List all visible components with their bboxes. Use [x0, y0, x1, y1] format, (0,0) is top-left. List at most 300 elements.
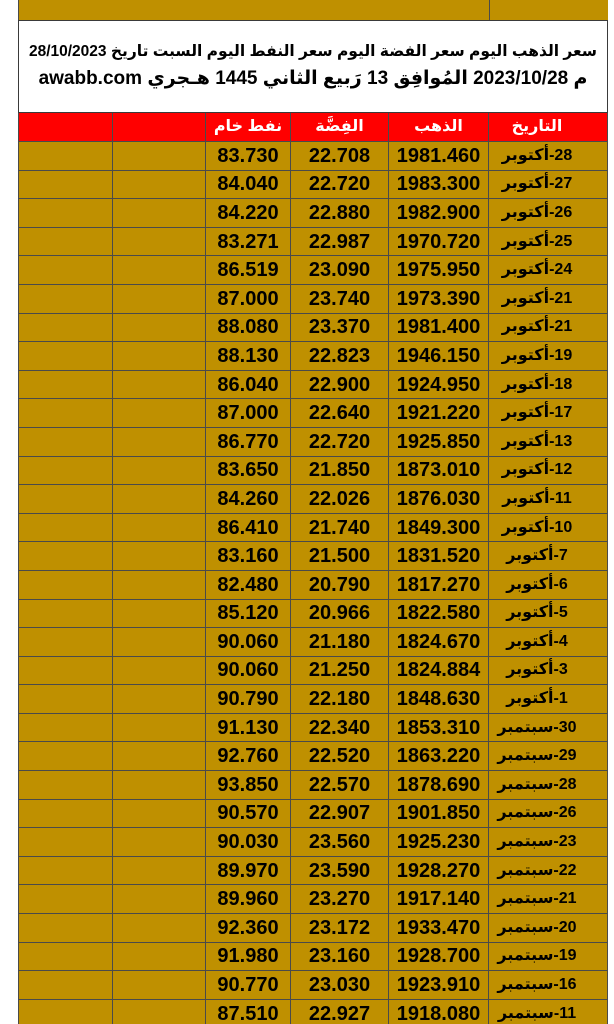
gold-price-cell [389, 542, 489, 571]
date-cell-text: 26-أكتوبر [501, 203, 573, 221]
date-cell [489, 1000, 608, 1024]
empty-cell [113, 971, 206, 1000]
date-cell [489, 885, 608, 914]
gold-price-cell-text: 1981.460 [396, 144, 481, 167]
silver-price-cell-text: 22.720 [308, 173, 371, 196]
empty-cell [18, 485, 113, 514]
date-cell [489, 256, 608, 285]
empty-cell [18, 542, 113, 571]
silver-price-cell-text: 20.790 [308, 573, 371, 596]
gold-price-cell [389, 657, 489, 686]
gold-price-cell-text: 1982.900 [396, 201, 481, 224]
date-cell [489, 171, 608, 200]
empty-cell [18, 171, 113, 200]
empty-cell [113, 943, 206, 972]
silver-price-cell-text: 23.590 [308, 859, 371, 882]
gold-price-cell [389, 285, 489, 314]
table-row [18, 685, 608, 714]
silver-price-cell [291, 514, 389, 543]
date-cell-text: 11-سبتمبر [497, 1004, 577, 1022]
gold-price-cell [389, 371, 489, 400]
silver-price-cell-text: 22.520 [308, 745, 371, 768]
gold-price-cell [389, 342, 489, 371]
column-header-oil [206, 113, 291, 142]
column-header-gold-label: الذهب [414, 118, 463, 135]
table-row [18, 971, 608, 1000]
gold-price-cell [389, 485, 489, 514]
gold-price-cell [389, 714, 489, 743]
header-empty-cell [113, 113, 206, 142]
silver-price-cell-text: 22.026 [308, 487, 371, 510]
table-row [18, 142, 608, 171]
empty-cell [113, 371, 206, 400]
empty-cell [113, 571, 206, 600]
oil-price-cell-text: 87.510 [217, 1002, 279, 1024]
silver-price-cell [291, 800, 389, 829]
table-row [18, 171, 608, 200]
gold-price-cell-text: 1970.720 [396, 230, 481, 253]
date-cell-text: 4-أكتوبر [506, 632, 568, 650]
empty-cell [18, 971, 113, 1000]
oil-price-cell [206, 228, 291, 257]
date-cell-text: 11-أكتوبر [502, 489, 572, 507]
silver-price-cell-text: 23.172 [308, 916, 371, 939]
date-cell-text: 5-أكتوبر [506, 604, 568, 622]
oil-price-cell [206, 342, 291, 371]
table-row [18, 600, 608, 629]
oil-price-cell [206, 628, 291, 657]
silver-price-cell-text: 22.340 [308, 716, 371, 739]
silver-price-cell-text: 21.500 [308, 545, 371, 568]
gold-price-cell [389, 571, 489, 600]
empty-cell [113, 256, 206, 285]
oil-price-cell-text: 86.040 [217, 373, 279, 396]
gold-price-cell-text: 1975.950 [396, 259, 481, 282]
silver-price-cell-text: 22.570 [308, 773, 371, 796]
price-table [18, 113, 608, 1024]
table-row [18, 256, 608, 285]
silver-price-cell [291, 914, 389, 943]
date-cell [489, 600, 608, 629]
table-row [18, 857, 608, 886]
date-cell [489, 199, 608, 228]
silver-price-cell-text: 21.850 [308, 459, 371, 482]
table-row [18, 914, 608, 943]
silver-price-cell-text: 22.640 [308, 402, 371, 425]
oil-price-cell-text: 84.040 [217, 173, 279, 196]
date-cell [489, 828, 608, 857]
date-cell [489, 685, 608, 714]
oil-price-cell [206, 371, 291, 400]
date-cell-text: 30-سبتمبر [497, 718, 577, 736]
title-line-2-text: م 2023/10/28 المُوافِق 13 رَبيع الثاني 1445 هـجري awabb.com [38, 68, 588, 89]
empty-cell [113, 228, 206, 257]
empty-cell [113, 914, 206, 943]
silver-price-cell [291, 943, 389, 972]
gold-price-cell [389, 514, 489, 543]
table-row [18, 199, 608, 228]
date-cell [489, 457, 608, 486]
column-header-silver [291, 113, 389, 142]
silver-price-cell [291, 1000, 389, 1024]
oil-price-cell-text: 90.770 [217, 974, 279, 997]
oil-price-cell [206, 171, 291, 200]
silver-price-cell [291, 428, 389, 457]
gold-price-cell [389, 1000, 489, 1024]
date-cell [489, 571, 608, 600]
oil-price-cell [206, 857, 291, 886]
empty-cell [18, 828, 113, 857]
table-row [18, 943, 608, 972]
silver-price-cell-text: 23.740 [308, 287, 371, 310]
gold-price-cell-text: 1848.630 [396, 688, 481, 711]
oil-price-cell [206, 514, 291, 543]
date-cell-text: 3-أكتوبر [506, 661, 568, 679]
empty-cell [18, 256, 113, 285]
table-row [18, 314, 608, 343]
empty-cell [113, 685, 206, 714]
date-cell [489, 228, 608, 257]
empty-cell [18, 142, 113, 171]
date-cell [489, 714, 608, 743]
oil-price-cell-text: 84.260 [217, 487, 279, 510]
gold-price-cell [389, 857, 489, 886]
silver-price-cell [291, 685, 389, 714]
table-row [18, 885, 608, 914]
column-header-date-label: التاريخ [511, 118, 563, 135]
gold-price-cell-text: 1983.300 [396, 173, 481, 196]
table-header-row [18, 113, 608, 142]
top-strip-row [18, 0, 608, 20]
header-empty-cell [18, 113, 113, 142]
table-row [18, 1000, 608, 1024]
silver-price-cell [291, 256, 389, 285]
empty-cell [18, 285, 113, 314]
gold-price-cell [389, 199, 489, 228]
silver-price-cell [291, 228, 389, 257]
gold-price-cell [389, 885, 489, 914]
oil-price-cell-text: 90.030 [217, 831, 279, 854]
empty-cell [113, 399, 206, 428]
column-header-oil-label: نفط خام [213, 118, 283, 135]
silver-price-cell [291, 199, 389, 228]
date-cell-text: 23-سبتمبر [497, 833, 577, 851]
gold-price-cell [389, 742, 489, 771]
silver-price-cell [291, 457, 389, 486]
date-cell [489, 914, 608, 943]
date-cell-text: 1-أكتوبر [506, 690, 568, 708]
table-row [18, 399, 608, 428]
date-cell-text: 21-سبتمبر [497, 890, 577, 908]
oil-price-cell-text: 93.850 [217, 773, 279, 796]
date-cell [489, 314, 608, 343]
date-cell [489, 971, 608, 1000]
oil-price-cell [206, 399, 291, 428]
table-row [18, 771, 608, 800]
silver-price-cell-text: 22.900 [308, 373, 371, 396]
table-row [18, 485, 608, 514]
oil-price-cell-text: 89.960 [217, 888, 279, 911]
oil-price-cell-text: 82.480 [217, 573, 279, 596]
silver-price-cell-text: 21.250 [308, 659, 371, 682]
table-row [18, 457, 608, 486]
title-line-1-text: سعر الذهب اليوم سعر الفضة اليوم سعر النفط اليوم السبت تاريخ 28/10/2023 [28, 43, 598, 60]
silver-price-cell-text: 22.708 [308, 144, 371, 167]
gold-price-cell-text: 1831.520 [396, 545, 481, 568]
table-row [18, 342, 608, 371]
empty-cell [18, 857, 113, 886]
date-cell-text: 18-أكتوبر [501, 375, 573, 393]
gold-price-cell [389, 685, 489, 714]
date-cell-text: 6-أكتوبر [506, 575, 568, 593]
silver-price-cell-text: 23.090 [308, 259, 371, 282]
silver-price-cell-text: 23.370 [308, 316, 371, 339]
empty-cell [113, 342, 206, 371]
empty-cell [18, 314, 113, 343]
empty-cell [113, 542, 206, 571]
silver-price-cell [291, 828, 389, 857]
oil-price-cell-text: 90.570 [217, 802, 279, 825]
gold-price-cell [389, 457, 489, 486]
silver-price-cell-text: 22.823 [308, 344, 371, 367]
empty-cell [18, 514, 113, 543]
empty-cell [113, 600, 206, 629]
empty-cell [113, 657, 206, 686]
date-cell [489, 485, 608, 514]
date-cell [489, 657, 608, 686]
empty-cell [113, 485, 206, 514]
oil-price-cell [206, 885, 291, 914]
gold-price-cell-text: 1918.080 [396, 1002, 481, 1024]
oil-price-cell-text: 86.770 [217, 430, 279, 453]
empty-cell [18, 657, 113, 686]
silver-price-cell [291, 714, 389, 743]
oil-price-cell [206, 256, 291, 285]
silver-price-cell-text: 23.560 [308, 831, 371, 854]
oil-price-cell [206, 800, 291, 829]
date-cell-text: 28-أكتوبر [501, 146, 573, 164]
gold-price-cell-text: 1878.690 [396, 773, 481, 796]
gold-price-cell-text: 1981.400 [396, 316, 481, 339]
gold-price-cell [389, 828, 489, 857]
silver-price-cell-text: 22.927 [308, 1002, 371, 1024]
date-cell-text: 24-أكتوبر [501, 261, 573, 279]
table-row [18, 714, 608, 743]
oil-price-cell [206, 199, 291, 228]
date-cell-text: 29-سبتمبر [497, 747, 577, 765]
oil-price-cell-text: 84.220 [217, 201, 279, 224]
oil-price-cell [206, 314, 291, 343]
oil-price-cell [206, 457, 291, 486]
oil-price-cell-text: 90.060 [217, 630, 279, 653]
date-cell [489, 342, 608, 371]
empty-cell [18, 685, 113, 714]
silver-price-cell [291, 857, 389, 886]
empty-cell [18, 800, 113, 829]
oil-price-cell-text: 89.970 [217, 859, 279, 882]
empty-cell [113, 857, 206, 886]
empty-cell [18, 371, 113, 400]
silver-price-cell [291, 600, 389, 629]
oil-price-cell-text: 83.160 [217, 545, 279, 568]
oil-price-cell-text: 86.519 [217, 259, 279, 282]
gold-price-cell [389, 971, 489, 1000]
oil-price-cell-text: 92.360 [217, 916, 279, 939]
gold-price-cell [389, 142, 489, 171]
silver-price-cell [291, 571, 389, 600]
empty-cell [113, 285, 206, 314]
gold-price-cell [389, 171, 489, 200]
oil-price-cell-text: 88.130 [217, 344, 279, 367]
empty-cell [113, 514, 206, 543]
gold-price-cell [389, 256, 489, 285]
table-row [18, 742, 608, 771]
table-row [18, 428, 608, 457]
silver-price-cell [291, 971, 389, 1000]
empty-cell [18, 199, 113, 228]
empty-cell [18, 600, 113, 629]
empty-cell [18, 943, 113, 972]
silver-price-cell-text: 23.270 [308, 888, 371, 911]
oil-price-cell-text: 87.000 [217, 402, 279, 425]
gold-price-cell-text: 1853.310 [396, 716, 481, 739]
table-row [18, 542, 608, 571]
gold-price-cell-text: 1876.030 [396, 487, 481, 510]
gold-price-cell-text: 1863.220 [396, 745, 481, 768]
column-header-date [489, 113, 608, 142]
date-cell-text: 21-أكتوبر [501, 289, 573, 307]
title-box [18, 20, 608, 113]
silver-price-cell [291, 342, 389, 371]
date-cell-text: 7-أكتوبر [506, 547, 568, 565]
silver-price-cell [291, 771, 389, 800]
date-cell-text: 17-أكتوبر [501, 404, 573, 422]
date-cell-text: 28-سبتمبر [497, 775, 577, 793]
date-cell-text: 20-سبتمبر [497, 918, 577, 936]
gold-price-cell-text: 1923.910 [396, 974, 481, 997]
date-cell-text: 19-أكتوبر [501, 346, 573, 364]
empty-cell [18, 885, 113, 914]
date-cell [489, 371, 608, 400]
date-cell [489, 800, 608, 829]
date-cell-text: 21-أكتوبر [501, 318, 573, 336]
silver-price-cell-text: 22.907 [308, 802, 371, 825]
gold-price-cell [389, 771, 489, 800]
empty-cell [113, 800, 206, 829]
date-cell-text: 25-أكتوبر [501, 232, 573, 250]
table-row [18, 828, 608, 857]
oil-price-cell [206, 428, 291, 457]
empty-cell [113, 714, 206, 743]
table-row [18, 628, 608, 657]
silver-price-cell [291, 371, 389, 400]
silver-price-cell [291, 485, 389, 514]
oil-price-cell [206, 1000, 291, 1024]
date-cell-text: 16-سبتمبر [497, 976, 577, 994]
table-row [18, 228, 608, 257]
silver-price-cell [291, 171, 389, 200]
silver-price-cell-text: 22.720 [308, 430, 371, 453]
gold-price-cell-text: 1921.220 [396, 402, 481, 425]
oil-price-cell-text: 90.060 [217, 659, 279, 682]
date-cell [489, 285, 608, 314]
oil-price-cell [206, 285, 291, 314]
oil-price-cell-text: 87.000 [217, 287, 279, 310]
gold-price-cell-text: 1928.270 [396, 859, 481, 882]
silver-price-cell-text: 23.030 [308, 974, 371, 997]
silver-price-cell [291, 742, 389, 771]
oil-price-cell [206, 771, 291, 800]
silver-price-cell-text: 21.180 [308, 630, 371, 653]
date-cell [489, 628, 608, 657]
date-cell [489, 742, 608, 771]
silver-price-cell [291, 399, 389, 428]
oil-price-cell-text: 91.130 [217, 716, 279, 739]
empty-cell [18, 571, 113, 600]
empty-cell [113, 828, 206, 857]
silver-price-cell [291, 542, 389, 571]
oil-price-cell-text: 85.120 [217, 602, 279, 625]
silver-price-cell [291, 142, 389, 171]
empty-cell [113, 142, 206, 171]
oil-price-cell [206, 542, 291, 571]
oil-price-cell [206, 828, 291, 857]
empty-cell [18, 457, 113, 486]
date-cell [489, 542, 608, 571]
empty-cell [113, 885, 206, 914]
gold-price-cell [389, 800, 489, 829]
date-cell-text: 19-سبتمبر [497, 947, 577, 965]
gold-price-cell [389, 628, 489, 657]
empty-cell [18, 714, 113, 743]
gold-price-cell [389, 399, 489, 428]
date-cell [489, 399, 608, 428]
table-row [18, 800, 608, 829]
oil-price-cell-text: 83.650 [217, 459, 279, 482]
date-cell-text: 10-أكتوبر [501, 518, 573, 536]
oil-price-cell-text: 83.730 [217, 144, 279, 167]
date-cell-text: 27-أكتوبر [501, 175, 573, 193]
gold-price-cell-text: 1901.850 [396, 802, 481, 825]
silver-price-cell-text: 21.740 [308, 516, 371, 539]
silver-price-cell [291, 285, 389, 314]
oil-price-cell-text: 88.080 [217, 316, 279, 339]
date-cell-text: 12-أكتوبر [501, 461, 573, 479]
empty-cell [18, 399, 113, 428]
oil-price-cell [206, 657, 291, 686]
table-row [18, 371, 608, 400]
empty-cell [18, 628, 113, 657]
silver-price-cell-text: 22.180 [308, 688, 371, 711]
date-cell-text: 13-أكتوبر [501, 432, 573, 450]
gold-price-cell [389, 600, 489, 629]
gold-price-cell-text: 1973.390 [396, 287, 481, 310]
date-cell [489, 943, 608, 972]
oil-price-cell [206, 485, 291, 514]
title-line-1 [25, 37, 601, 65]
table-row [18, 514, 608, 543]
gold-price-cell-text: 1849.300 [396, 516, 481, 539]
empty-cell [113, 628, 206, 657]
empty-cell [18, 771, 113, 800]
empty-cell [113, 457, 206, 486]
empty-cell [113, 314, 206, 343]
silver-price-cell-text: 20.966 [308, 602, 371, 625]
silver-price-cell [291, 885, 389, 914]
empty-cell [18, 228, 113, 257]
gold-price-cell-text: 1824.884 [396, 659, 481, 682]
column-divider [489, 0, 490, 20]
